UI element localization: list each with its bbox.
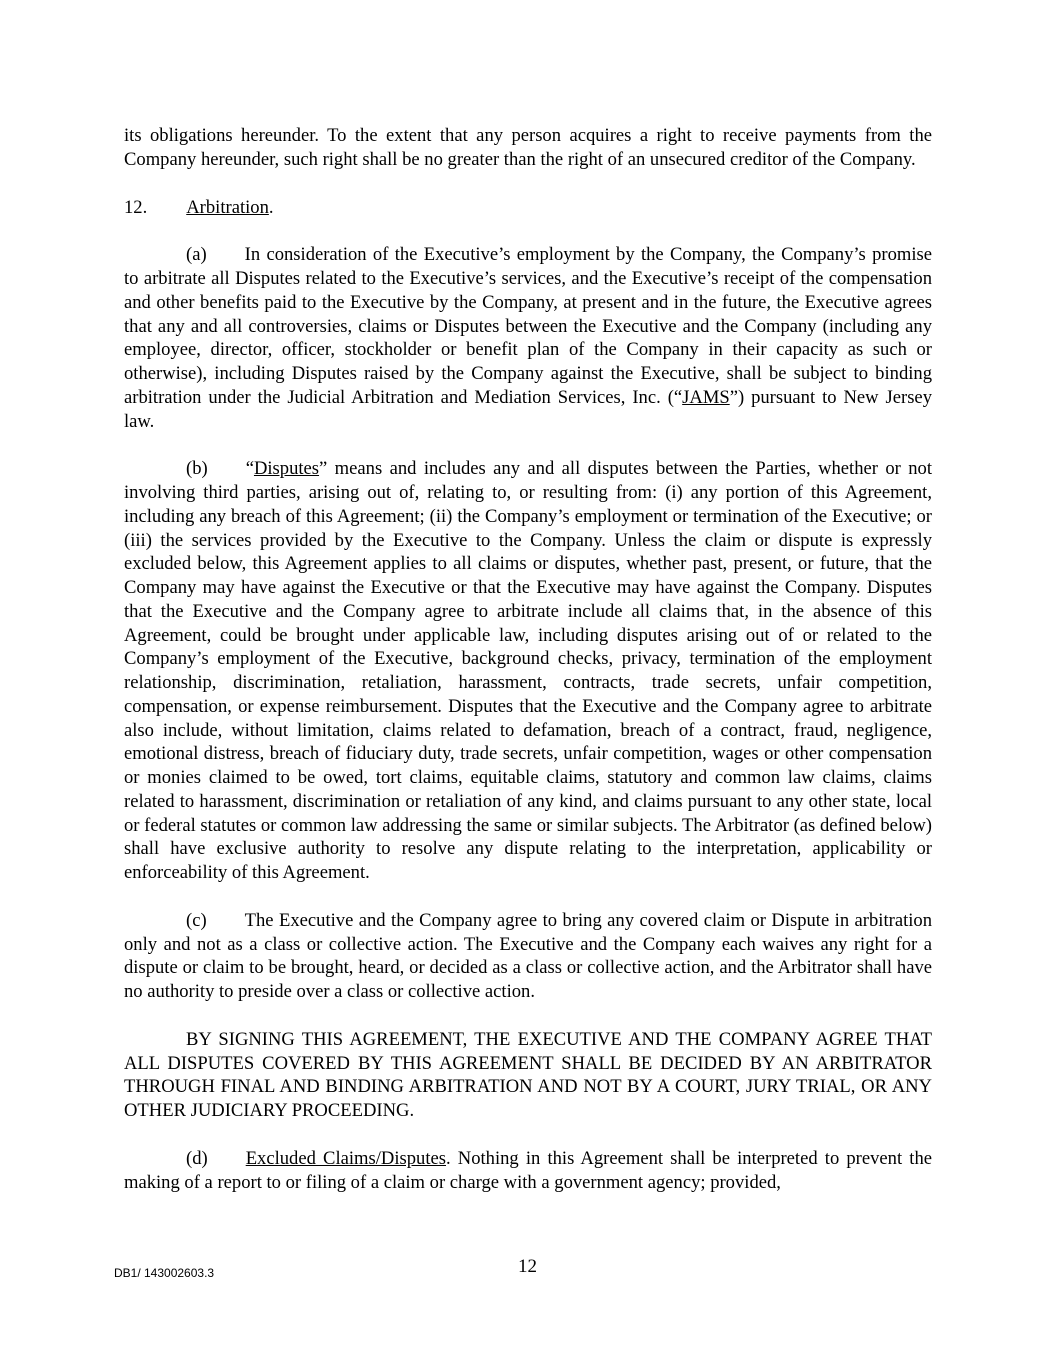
section-number: 12. [124,196,148,218]
paragraph-a-text: In consideration of the Executive’s employment by the Company, the Company’s promise to arbitrate all Disputes related to the Executive’s services, and the Executive’s receipt of the compensation and other benefits paid to the Executive by the Company, at present and in the future, the Executive agrees that any and all controversies, claims or Disputes between the Executive and the Company (including any employee, director, officer, stockholder or benefit plan of the Company in their capacity as such or otherwise), including Disputes raised by the Company against the Executive, shall be subject to binding arbitration under the Judicial Arbitration and Mediation Services, Inc. (“ [124,244,932,408]
paragraph-a-text-end: ”) pursuant to New Jersey law. [124,386,932,432]
document-id: DB1/ 143002603.3 [114,1266,215,1280]
paragraph-c-text: The Executive and the Company agree to bring any covered claim or Dispute in arbitration only and not as a class or collective action. The Executive and the Company each waives any right for a dispute or claim to be brought, heard, or decided as a class or collective action, and the Arbitrator shall have no authority to preside over a class or collective action. [124,909,932,1002]
paragraph-a [124,243,932,433]
disputes-term: Disputes [253,458,320,480]
document-page [124,124,932,1218]
paragraph-caps-notice: BY SIGNING THIS AGREEMENT, THE EXECUTIVE AND THE COMPANY AGREE THAT ALL DISPUTES COVERED BY THIS AGREEMENT SHALL BE DECIDED BY AN ARBITRATOR THROUGH FINAL AND BINDING ARBITRATION AND NOT BY A COURT, JURY TRIAL, OR ANY OTHER JUDICIARY PROCEEDING. [124,1028,932,1121]
paragraph-c [124,909,932,1004]
page-number: 12 [518,1256,537,1277]
section-title: Arbitration [186,196,269,218]
paragraph-intro: its obligations hereunder. To the extent that any person acquires a right to receive payments from the Company hereunder, such right shall be no greater than the right of an unsecured creditor of the Company. [124,125,932,170]
paragraph-b-label: (b) [186,458,208,480]
excluded-claims-term: Excluded Claims/Disputes [245,1147,446,1169]
paragraph-d-label: (d) [186,1147,208,1169]
section-heading-12 [124,196,932,220]
paragraph-d [124,1147,932,1195]
paragraph-b-text: ” means and includes any and all disputes between the Parties, whether or not involving third parties, arising out of, relating to, or resulting from: (i) any portion of this Agreement, including any breach of this Agreement; (ii) the Company’s employment or termination of the Executive; or (iii) the services provided by the Executive to the Company. Unless the claim or dispute is expressly excluded below, this Agreement applies to all claims or disputes, whether past, present, or future, that the Company may have against the Executive or that the Executive may have against the Company. Disputes that the Executive and the Company agree to arbitrate include all claims that, in the absence of this Agreement, could be brought under applicable law, including disputes arising out of or related to the Company’s employment of the Executive, background checks, privacy, termination of the employment relationship, discrimination, retaliation, harassment, contracts, trade secrets, unfair competition, compensation, or expense reimbursement. Disputes that the Executive and the Company agree to arbitrate also include, without limitation, claims related to defamation, breach of a contract, fraud, negligence, emotional distress, breach of fiduciary duty, trade secrets, unfair competition, wages or other compensation or monies claimed to be owed, tort claims, equitable claims, statutory and common law claims, claims related to harassment, discrimination or retaliation of any kind, and claims pursuant to any other state, local or federal statutes or common law addressing the same or similar subjects. The Arbitrator (as defined below) shall have exclusive authority to resolve any dispute relating to the interpretation, applicability or enforceability of this Agreement. [124,458,932,883]
jams-term: JAMS [682,386,730,408]
paragraph-d-text: . Nothing in this Agreement shall be interpreted to prevent the making of a report to or filing of a claim or charge with a government agency; provided, [124,1147,932,1193]
paragraph-b [124,457,932,885]
paragraph-b-open-quote: “ [245,458,254,480]
paragraph-c-label: (c) [186,909,207,931]
section-title-suffix: . [268,196,274,218]
paragraph-a-label: (a) [186,244,207,266]
